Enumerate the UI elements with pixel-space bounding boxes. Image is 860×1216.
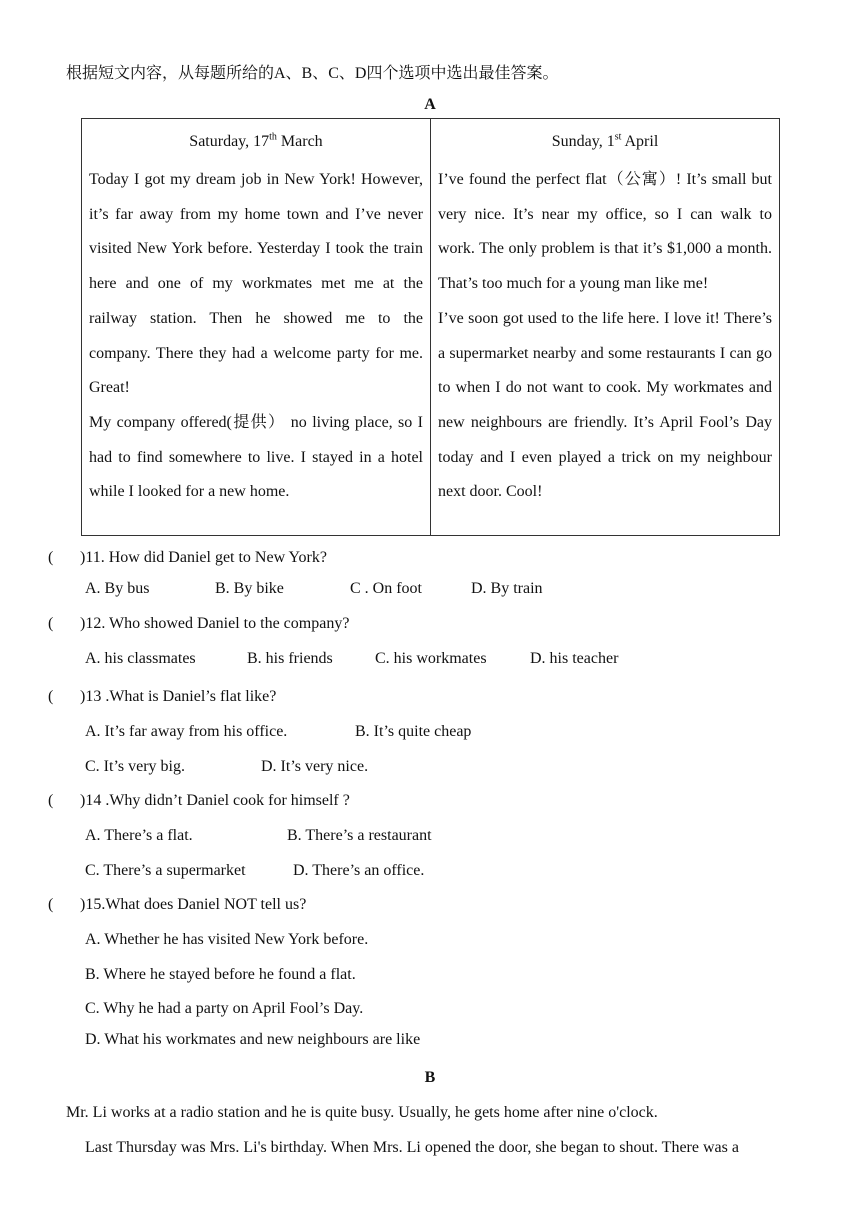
question-stem: )15.What does Daniel NOT tell us? xyxy=(80,896,307,913)
entry-paragraph: I’ve found the perfect flat（公寓）! It’s small but very nice. It’s near my office, so I can walk to work. The only problem is that it’s $1,000 a month. That’s too much for a young man like me! xyxy=(438,171,772,293)
question-stem: )14 .Why didn’t Daniel cook for himself ? xyxy=(80,792,350,809)
diary-entry-saturday xyxy=(82,119,431,536)
option: B. There’s a restaurant xyxy=(287,827,432,844)
option: B. Where he stayed before he found a flat. xyxy=(85,966,356,983)
instruction: 根据短文内容，从每题所给的A、B、C、D四个选项中选出最佳答案。 xyxy=(66,65,559,82)
option: A. By bus xyxy=(85,580,150,597)
option: A. his classmates xyxy=(85,650,196,667)
answer-blank[interactable]: ( xyxy=(48,792,54,809)
section-a-heading: A xyxy=(424,96,436,113)
option: D. By train xyxy=(471,580,543,597)
answer-blank[interactable]: ( xyxy=(48,688,54,705)
section-b-heading: B xyxy=(424,1069,436,1086)
option: C . On foot xyxy=(350,580,422,597)
option: D. his teacher xyxy=(530,650,619,667)
entry-date: Saturday, 17th March xyxy=(189,131,323,150)
option: D. There’s an office. xyxy=(293,862,425,879)
answer-blank[interactable]: ( xyxy=(48,615,54,632)
answer-blank[interactable]: ( xyxy=(48,549,54,566)
question-stem: )12. Who showed Daniel to the company? xyxy=(80,615,350,632)
passage-line: Last Thursday was Mrs. Li's birthday. When Mrs. Li opened the door, she began to shout. There was a xyxy=(85,1139,739,1156)
question-stem: )11. How did Daniel get to New York? xyxy=(80,549,327,566)
option: D. It’s very nice. xyxy=(261,758,369,775)
option: B. By bike xyxy=(215,580,284,597)
option: A. It’s far away from his office. xyxy=(85,723,288,740)
entry-paragraph: Today I got my dream job in New York! However, it’s far away from my home town and I’ve never visited New York before. Yesterday I took the train here and one of my workmates met me at the railway station. Then he showed me to the company. There they had a welcome party for me. Great! xyxy=(89,171,423,397)
passage-line: Mr. Li works at a radio station and he is quite busy. Usually, he gets home after nine o'clock. xyxy=(66,1104,658,1121)
option: A. Whether he has visited New York before. xyxy=(85,931,369,948)
question-stem: )13 .What is Daniel’s flat like? xyxy=(80,688,277,705)
entry-paragraph: My company offered(提供） no living place, so I had to find somewhere to live. I stayed in a hotel while I looked for a new home. xyxy=(89,413,423,501)
option: C. There’s a supermarket xyxy=(85,862,246,879)
option: C. his workmates xyxy=(375,650,487,667)
entry-date: Sunday, 1st April xyxy=(551,131,659,150)
option: B. It’s quite cheap xyxy=(355,723,472,740)
option: A. There’s a flat. xyxy=(85,827,193,844)
option: B. his friends xyxy=(247,650,333,667)
diary-entry-sunday xyxy=(431,119,780,536)
diary-table xyxy=(81,118,780,536)
entry-paragraph: I’ve soon got used to the life here. I love it! There’s a supermarket nearby and some restaurants I can go to when I do not want to cook. My workmates and new neighbours are friendly. It’s April Fool’s Day today and I even played a trick on my neighbour next door. Cool! xyxy=(438,309,772,501)
answer-blank[interactable]: ( xyxy=(48,896,54,913)
option: C. It’s very big. xyxy=(85,758,185,775)
option: D. What his workmates and new neighbours are like xyxy=(85,1031,421,1048)
option: C. Why he had a party on April Fool’s Day. xyxy=(85,1000,364,1017)
